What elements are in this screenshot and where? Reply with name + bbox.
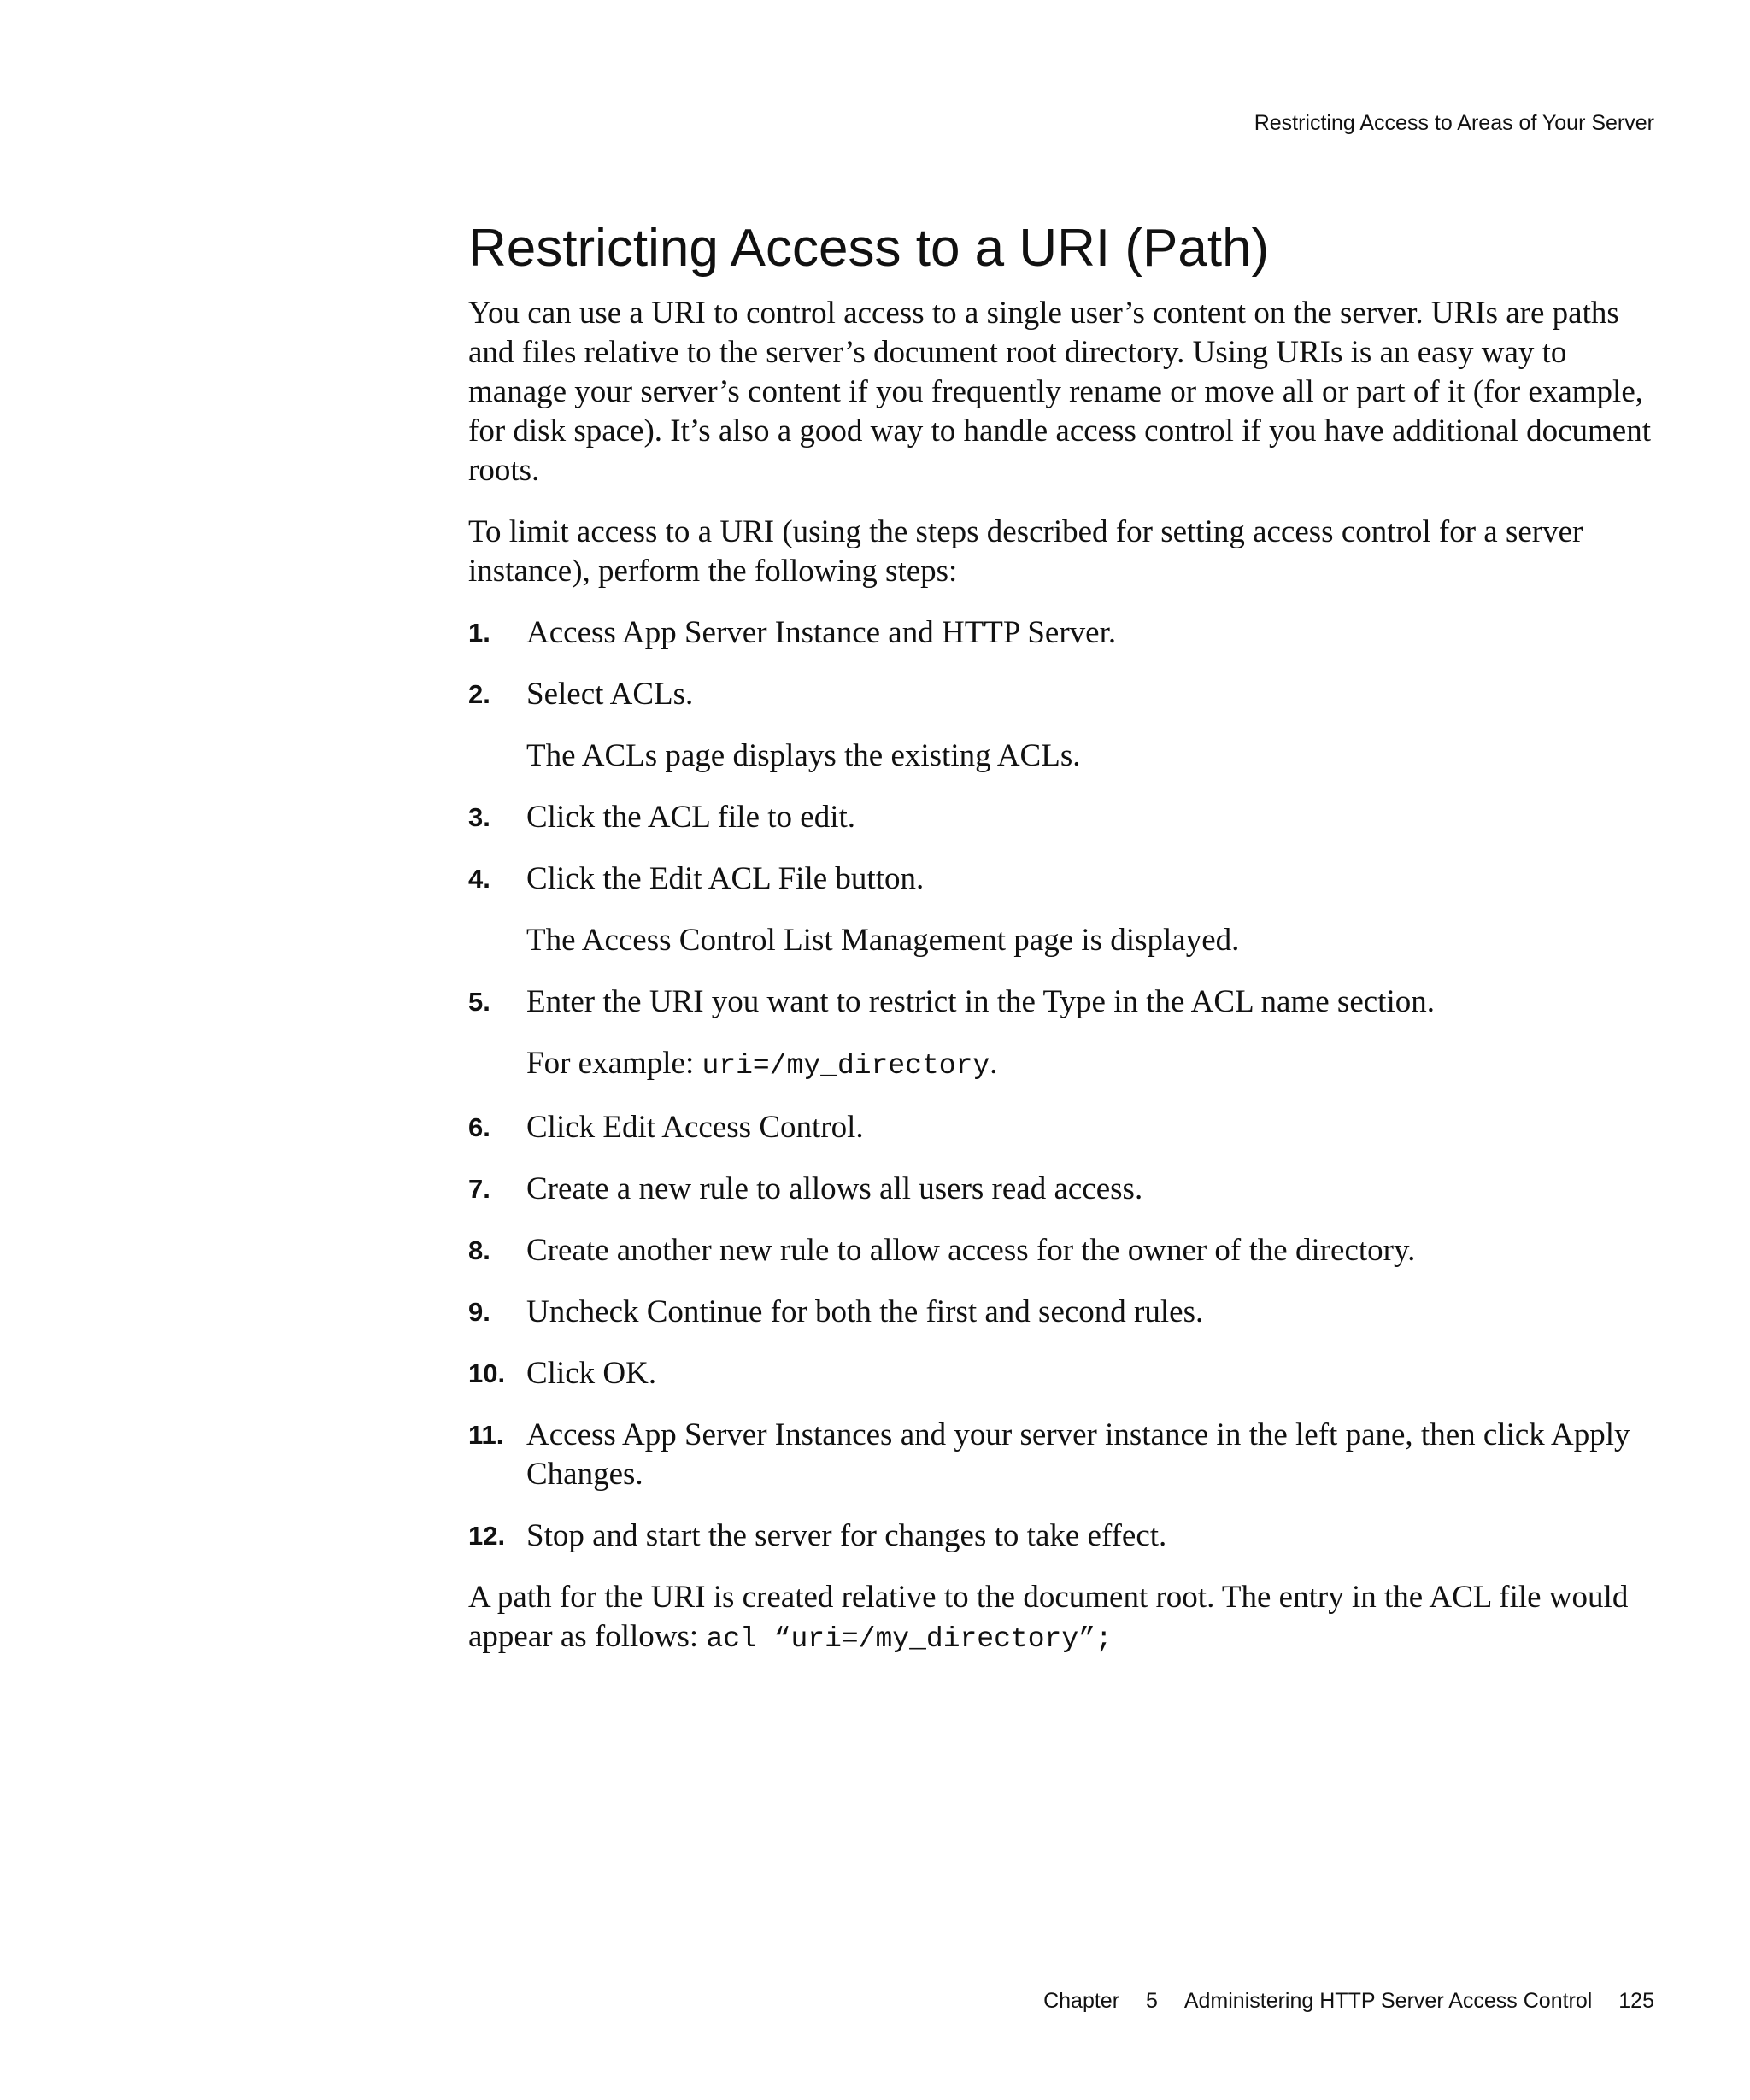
step-item xyxy=(468,1516,1665,1556)
example-suffix: . xyxy=(990,1046,998,1081)
step-text: Click Edit Access Control. xyxy=(526,1110,864,1145)
step-number: 12. xyxy=(468,1521,506,1551)
step-item xyxy=(468,798,1665,837)
footer-chapter-label: Chapter xyxy=(1043,1989,1120,2013)
step-text: Click the ACL file to edit. xyxy=(526,800,856,835)
step-item xyxy=(468,1416,1665,1494)
step-text: Create a new rule to allows all users read access. xyxy=(526,1171,1143,1206)
step-number: 8. xyxy=(468,1235,490,1265)
page-title: Restricting Access to a URI (Path) xyxy=(468,219,1270,278)
step-note: The Access Control List Management page is displayed. xyxy=(526,923,1240,958)
step-text: Uncheck Continue for both the first and second rules. xyxy=(526,1294,1204,1329)
example-prefix: For example: xyxy=(526,1046,702,1081)
step-item xyxy=(468,1108,1665,1147)
example-code: uri=/my_directory xyxy=(702,1050,990,1082)
step-item xyxy=(468,1170,1665,1209)
step-item xyxy=(468,1293,1665,1332)
step-item xyxy=(468,983,1665,1086)
footer-chapter-number: 5 xyxy=(1145,1989,1158,2013)
step-text: Click OK. xyxy=(526,1356,657,1391)
step-number: 4. xyxy=(468,864,490,894)
step-text: Enter the URI you want to restrict in the Type in the ACL name section. xyxy=(526,984,1435,1019)
step-text: Select ACLs. xyxy=(526,677,694,712)
step-number: 1. xyxy=(468,618,490,648)
step-number: 10. xyxy=(468,1358,506,1388)
lead-in-paragraph: To limit access to a URI (using the steps described for setting access control for a server instance), perform the following steps: xyxy=(468,514,1583,589)
step-text: Click the Edit ACL File button. xyxy=(526,861,925,896)
acl-entry-code: acl “uri=/my_directory”; xyxy=(706,1623,1113,1655)
step-item xyxy=(468,859,1665,960)
closing-paragraph xyxy=(468,1578,1665,1659)
footer-chapter-title: Administering HTTP Server Access Control xyxy=(1183,1989,1593,2013)
step-number: 6. xyxy=(468,1112,490,1142)
step-item xyxy=(468,1231,1665,1270)
step-number: 9. xyxy=(468,1297,490,1327)
running-header: Restricting Access to Areas of Your Server xyxy=(1254,111,1654,135)
step-number: 7. xyxy=(468,1174,490,1204)
step-item xyxy=(468,1354,1665,1393)
step-number: 2. xyxy=(468,679,490,709)
step-number: 11. xyxy=(468,1420,504,1450)
step-note xyxy=(526,1044,1665,1086)
step-note: The ACLs page displays the existing ACLs. xyxy=(526,738,1081,773)
page-footer xyxy=(1043,1987,1654,2015)
intro-paragraph: You can use a URI to control access to a single user’s content on the server. URIs are paths and files relative to the server’s document root directory. Using URIs is an easy way to manage your server’s content if you frequently rename or move all or part of it (for example, for disk space). It’s also a good way to handle access control if you have additional document roots. xyxy=(468,296,1652,488)
step-number: 5. xyxy=(468,987,490,1017)
step-text: Create another new rule to allow access for the owner of the directory. xyxy=(526,1233,1416,1268)
step-number: 3. xyxy=(468,802,490,832)
step-text: Access App Server Instances and your server instance in the left pane, then click Apply Changes. xyxy=(526,1417,1630,1492)
step-text: Access App Server Instance and HTTP Server. xyxy=(526,615,1117,650)
page-content xyxy=(468,215,1665,1681)
steps-list xyxy=(468,613,1665,1556)
closing-text: A path for the URI is created relative to the document root. The entry in the ACL file would appear as follows: xyxy=(468,1580,1629,1654)
step-text: Stop and start the server for changes to take effect. xyxy=(526,1518,1167,1553)
page-number: 125 xyxy=(1618,1989,1654,2013)
step-item xyxy=(468,613,1665,653)
step-item xyxy=(468,675,1665,776)
